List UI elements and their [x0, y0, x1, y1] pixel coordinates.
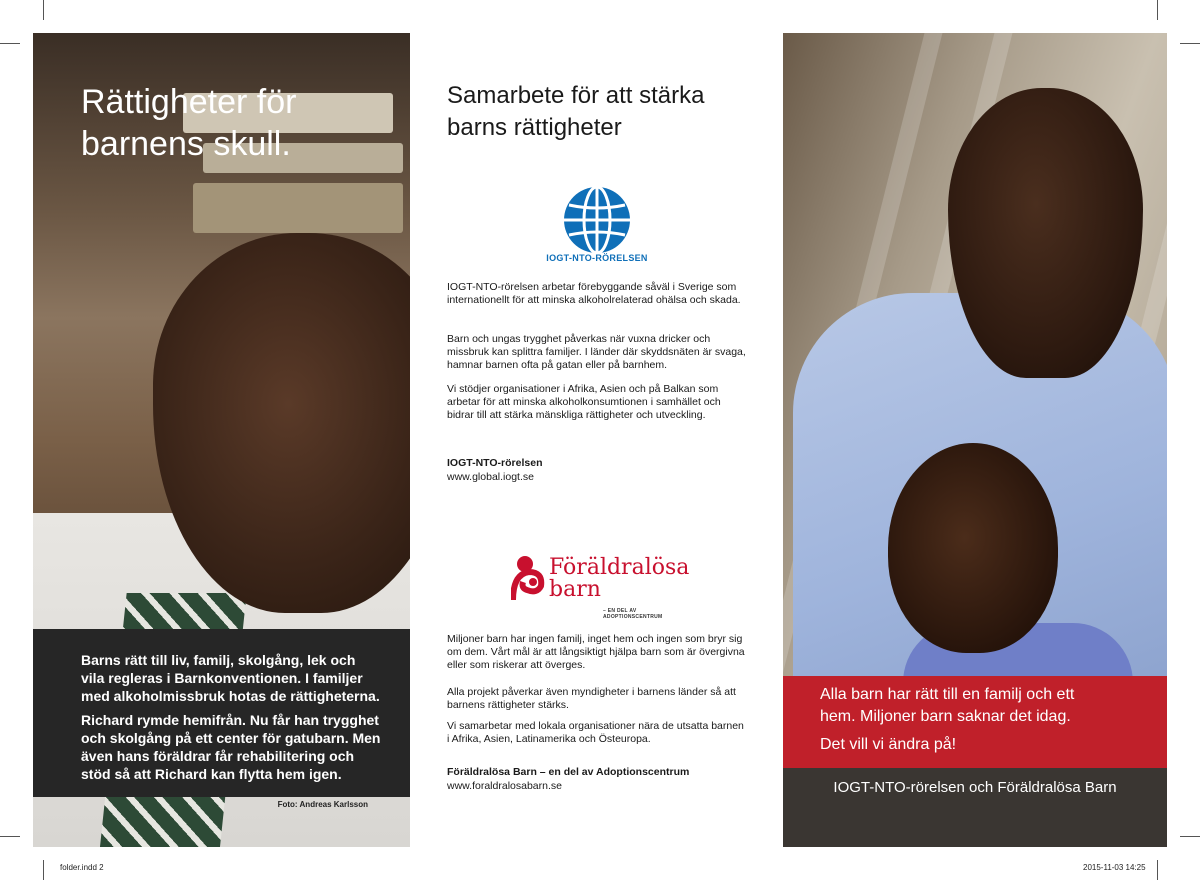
- right-panel-footer: IOGT-NTO-rörelsen och Föräldralösa Barn: [833, 779, 1117, 796]
- left-title-line1: Rättigheter för: [81, 83, 297, 121]
- fb-paragraph2: Alla projekt påverkar även myndigheter i barnens länder så att barnens rättigheter stärks.: [447, 686, 736, 711]
- fb-name: Föräldralösa Barn – en del av Adoptionscentrum: [447, 766, 690, 778]
- iogt-logo-caption: IOGT-NTO-RÖRELSEN: [546, 253, 648, 263]
- left-box-paragraph2: Richard rymde hemifrån. Nu får han trygghet och skolgång på ett center för gatubarn. Men även hans föräldrar får rehabilitering och stöd så att Richard kan flytta hem igen.: [81, 712, 381, 782]
- red-box-line3: Det vill vi ändra på!: [820, 736, 957, 753]
- red-box-line2: hem. Miljoner barn saknar det idag.: [820, 708, 1071, 725]
- print-slug-file: folder.indd 2: [60, 863, 104, 872]
- iogt-name: IOGT-NTO-rörelsen: [447, 457, 543, 469]
- fb-url[interactable]: www.foraldralosabarn.se: [447, 780, 562, 792]
- foraldralosa-barn-logo: [511, 548, 691, 620]
- left-title-line2: barnens skull.: [81, 125, 291, 163]
- right-panel: [783, 33, 1167, 847]
- middle-title-line1: Samarbete för att stärka: [447, 82, 705, 109]
- fb-paragraph1: Miljoner barn har ingen familj, inget hem och ingen som bryr sig om dem. Vårt mål är att långsiktigt hjälpa barn som är övergivna eller som riskerar att överges.: [447, 633, 745, 671]
- iogt-paragraph2: Barn och ungas trygghet påverkas när vuxna dricker och missbruk kan splittra familjer. I länder där skyddsnäten är svaga, hamnar barnen ofta på gatan eller på barnhem.: [447, 333, 746, 371]
- child-portrait: [888, 443, 1058, 653]
- crop-mark: [0, 836, 20, 837]
- crop-mark: [0, 43, 20, 44]
- red-message-box: [783, 676, 1167, 768]
- iogt-paragraph3: Vi stödjer organisationer i Afrika, Asien och på Balkan som arbetar för att minska alkoholkonsumtionen i samhället och bidrar till att stärka mänskliga rättigheter och utveckling.: [447, 383, 721, 421]
- crop-mark: [1157, 860, 1158, 880]
- left-text-box: [33, 629, 410, 797]
- middle-panel-title: [447, 80, 747, 144]
- fb-paragraph3: Vi samarbetar med lokala organisationer nära de utsatta barnen i Afrika, Asien, Latinamerika och Östeuropa.: [447, 720, 744, 745]
- left-panel-title: [81, 81, 401, 165]
- father-portrait: [948, 88, 1143, 378]
- fb-figure-icon: [511, 554, 545, 600]
- photo-credit: Foto: Andreas Karlsson: [277, 800, 368, 809]
- middle-panel: [447, 0, 747, 880]
- crop-mark: [43, 860, 44, 880]
- iogt-paragraph1: IOGT-NTO-rörelsen arbetar förebyggande såväl i Sverige som internationellt för att minska alkoholrelaterad ohälsa och skada.: [447, 281, 741, 306]
- left-box-paragraph1: Barns rätt till liv, familj, skolgång, lek och vila regleras i Barnkonventionen. I familjer med alkoholmissbruk hotas de rättigheterna.: [81, 652, 380, 704]
- crop-mark: [43, 0, 44, 20]
- middle-title-line2: barns rättigheter: [447, 114, 622, 141]
- left-panel: [33, 33, 410, 847]
- print-slug-date: 2015-11-03 14:25: [1083, 863, 1146, 872]
- fb-logo-tagline: – EN DEL AV ADOPTIONSCENTRUM: [603, 608, 663, 620]
- crop-mark: [1180, 43, 1200, 44]
- crop-mark: [1157, 0, 1158, 20]
- background-shelf: [193, 183, 403, 233]
- iogt-url[interactable]: www.global.iogt.se: [447, 471, 534, 483]
- red-box-line1: Alla barn har rätt till en familj och ett: [820, 686, 1075, 703]
- iogt-globe-icon: [562, 185, 632, 255]
- crop-mark: [1180, 836, 1200, 837]
- fb-logo-line2: barn: [549, 577, 601, 602]
- fb-logo-line1: Föräldralösa: [549, 555, 690, 580]
